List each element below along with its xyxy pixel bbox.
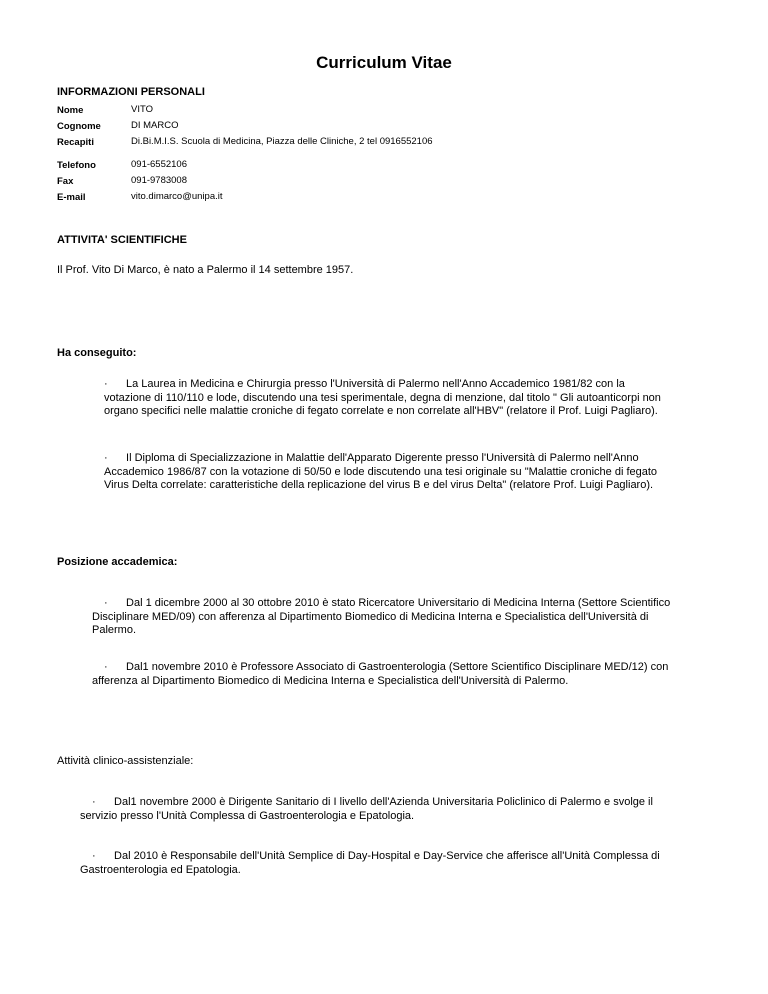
item-line: organo specifici nelle malattie croniche di fegato correlate e non correlate all'HBV" (relatore il Prof. Luigi Pagliaro). (104, 405, 658, 417)
bullet-mark: · (104, 378, 108, 390)
clinical-heading: Attività clinico-assistenziale: (57, 755, 194, 767)
item-line: Dal 1 dicembre 2000 al 30 ottobre 2010 è stato Ricercatore Universitario di Medicina Interna (Settore Scientifico (126, 597, 671, 609)
value-cognome: DI MARCO (131, 120, 179, 131)
item-line: servizio presso l'Unità Complessa di Gastroenterologia e Epatologia. (80, 809, 415, 822)
degree-item (104, 378, 661, 419)
page-title: Curriculum Vitae (316, 53, 452, 72)
academic-item (92, 661, 668, 688)
birth-info: Il Prof. Vito Di Marco, è nato a Palermo il 14 settembre 1957. (57, 264, 354, 276)
value-telefono: 091-6552106 (131, 159, 187, 170)
label-nome: Nome (57, 105, 84, 116)
bullet-mark: · (104, 661, 108, 673)
label-telefono: Telefono (57, 160, 96, 171)
clinical-item (80, 850, 660, 877)
item-line: afferenza al Dipartimento Biomedico di Medicina Interna e Specialistica dell'Università di Palermo. (92, 674, 569, 687)
item-line: Dal 2010 è Responsabile dell'Unità Semplice di Day-Hospital e Day-Service che afferisce all'Unità Complessa di (114, 850, 660, 862)
bullet-mark: · (92, 796, 96, 808)
item-line: Dal1 novembre 2000 è Dirigente Sanitario di I livello dell'Azienda Universitaria Policlinico di Palermo e svolge il (114, 796, 653, 808)
bullet-mark: · (104, 452, 108, 464)
item-line: Disciplinare MED/09) con afferenza al Dipartimento Biomedico di Medicina Interna e Specialistica dell'Università di (92, 610, 649, 623)
personal-info-heading: INFORMAZIONI PERSONALI (57, 86, 205, 98)
item-line: Virus Delta correlate: caratteristiche della replicazione del virus B e del virus Delta" (relatore Prof. Luigi Pagliaro). (104, 479, 654, 491)
item-line: La Laurea in Medicina e Chirurgia presso l'Università di Palermo nell'Anno Accademico 1981/82 con la (126, 378, 625, 390)
bullet-mark: · (92, 850, 96, 862)
label-recapiti: Recapiti (57, 137, 94, 148)
label-cognome: Cognome (57, 121, 101, 132)
item-line: Accademico 1986/87 con la votazione di 50/50 e lode discutendo una tesi originale su "Malattie croniche di fegato (104, 465, 658, 478)
value-email: vito.dimarco@unipa.it (131, 191, 223, 202)
scientific-heading: ATTIVITA' SCIENTIFICHE (57, 234, 187, 246)
clinical-item (80, 796, 653, 823)
degrees-heading: Ha conseguito: (57, 347, 137, 359)
degree-item (104, 452, 657, 493)
academic-item (92, 597, 670, 638)
item-line: Palermo. (92, 624, 137, 636)
label-email: E-mail (57, 192, 86, 203)
academic-heading: Posizione accademica: (57, 556, 178, 568)
item-line: Il Diploma di Specializzazione in Malattie dell'Apparato Digerente presso l'Università di Palermo nell'Anno (126, 452, 639, 464)
bullet-mark: · (104, 597, 108, 609)
label-fax: Fax (57, 176, 74, 187)
value-nome: VITO (131, 104, 153, 115)
item-line: Gastroenterologia ed Epatologia. (80, 863, 241, 876)
item-line: Dal1 novembre 2010 è Professore Associato di Gastroenterologia (Settore Scientifico Disciplinare MED/12) con (126, 661, 669, 673)
value-recapiti: Di.Bi.M.I.S. Scuola di Medicina, Piazza delle Cliniche, 2 tel 0916552106 (131, 136, 433, 147)
item-line: votazione di 110/110 e lode, discutendo una tesi sperimentale, degna di menzione, dal titolo " Gli autoanticorpi non (104, 391, 661, 404)
value-fax: 091-9783008 (131, 175, 187, 186)
